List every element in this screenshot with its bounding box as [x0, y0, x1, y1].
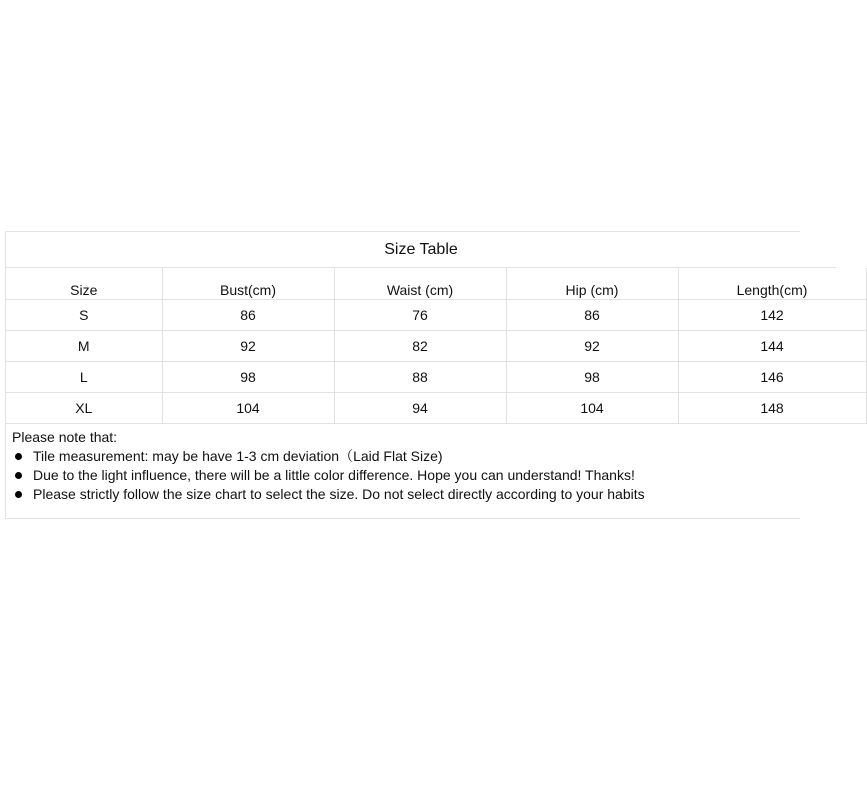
size-table	[6, 268, 867, 424]
waist-cell: 76	[334, 299, 506, 330]
table-row	[6, 330, 866, 361]
table-row	[6, 361, 866, 392]
note-item	[12, 447, 645, 466]
hip-cell: 86	[506, 299, 678, 330]
length-cell: 146	[678, 361, 866, 392]
table-row	[6, 299, 866, 330]
length-cell: 142	[678, 299, 866, 330]
waist-cell: 88	[334, 361, 506, 392]
table-row	[6, 392, 866, 423]
column-header-hip: Hip (cm)	[506, 268, 678, 299]
note-text: Tile measurement: may be have 1-3 cm deviation（Laid Flat Size)	[33, 448, 443, 464]
bust-cell: 86	[162, 299, 334, 330]
size-chart	[5, 231, 808, 519]
column-header-bust: Bust(cm)	[162, 268, 334, 299]
note-text: Please strictly follow the size chart to select the size. Do not select directly according to your habits	[33, 486, 645, 502]
length-cell: 148	[678, 392, 866, 423]
table-header-row	[6, 268, 866, 299]
size-table-title: Size Table	[6, 232, 836, 268]
hip-cell: 92	[506, 330, 678, 361]
column-header-length: Length(cm)	[678, 268, 866, 299]
size-cell: L	[6, 361, 162, 392]
note-text: Due to the light influence, there will be a little color difference. Hope you can understand! Thanks!	[33, 467, 635, 483]
column-header-waist: Waist (cm)	[334, 268, 506, 299]
size-cell: M	[6, 330, 162, 361]
hip-cell: 98	[506, 361, 678, 392]
waist-cell: 82	[334, 330, 506, 361]
bust-cell: 92	[162, 330, 334, 361]
notes-section	[12, 428, 645, 504]
note-item	[12, 466, 645, 485]
bust-cell: 104	[162, 392, 334, 423]
size-cell: XL	[6, 392, 162, 423]
note-item	[12, 485, 645, 504]
bust-cell: 98	[162, 361, 334, 392]
waist-cell: 94	[334, 392, 506, 423]
length-cell: 144	[678, 330, 866, 361]
column-header-size: Size	[6, 268, 162, 299]
size-cell: S	[6, 299, 162, 330]
bullet-icon	[15, 453, 22, 460]
bullet-icon	[15, 472, 22, 479]
hip-cell: 104	[506, 392, 678, 423]
notes-intro: Please note that:	[12, 429, 118, 445]
bullet-icon	[15, 491, 22, 498]
